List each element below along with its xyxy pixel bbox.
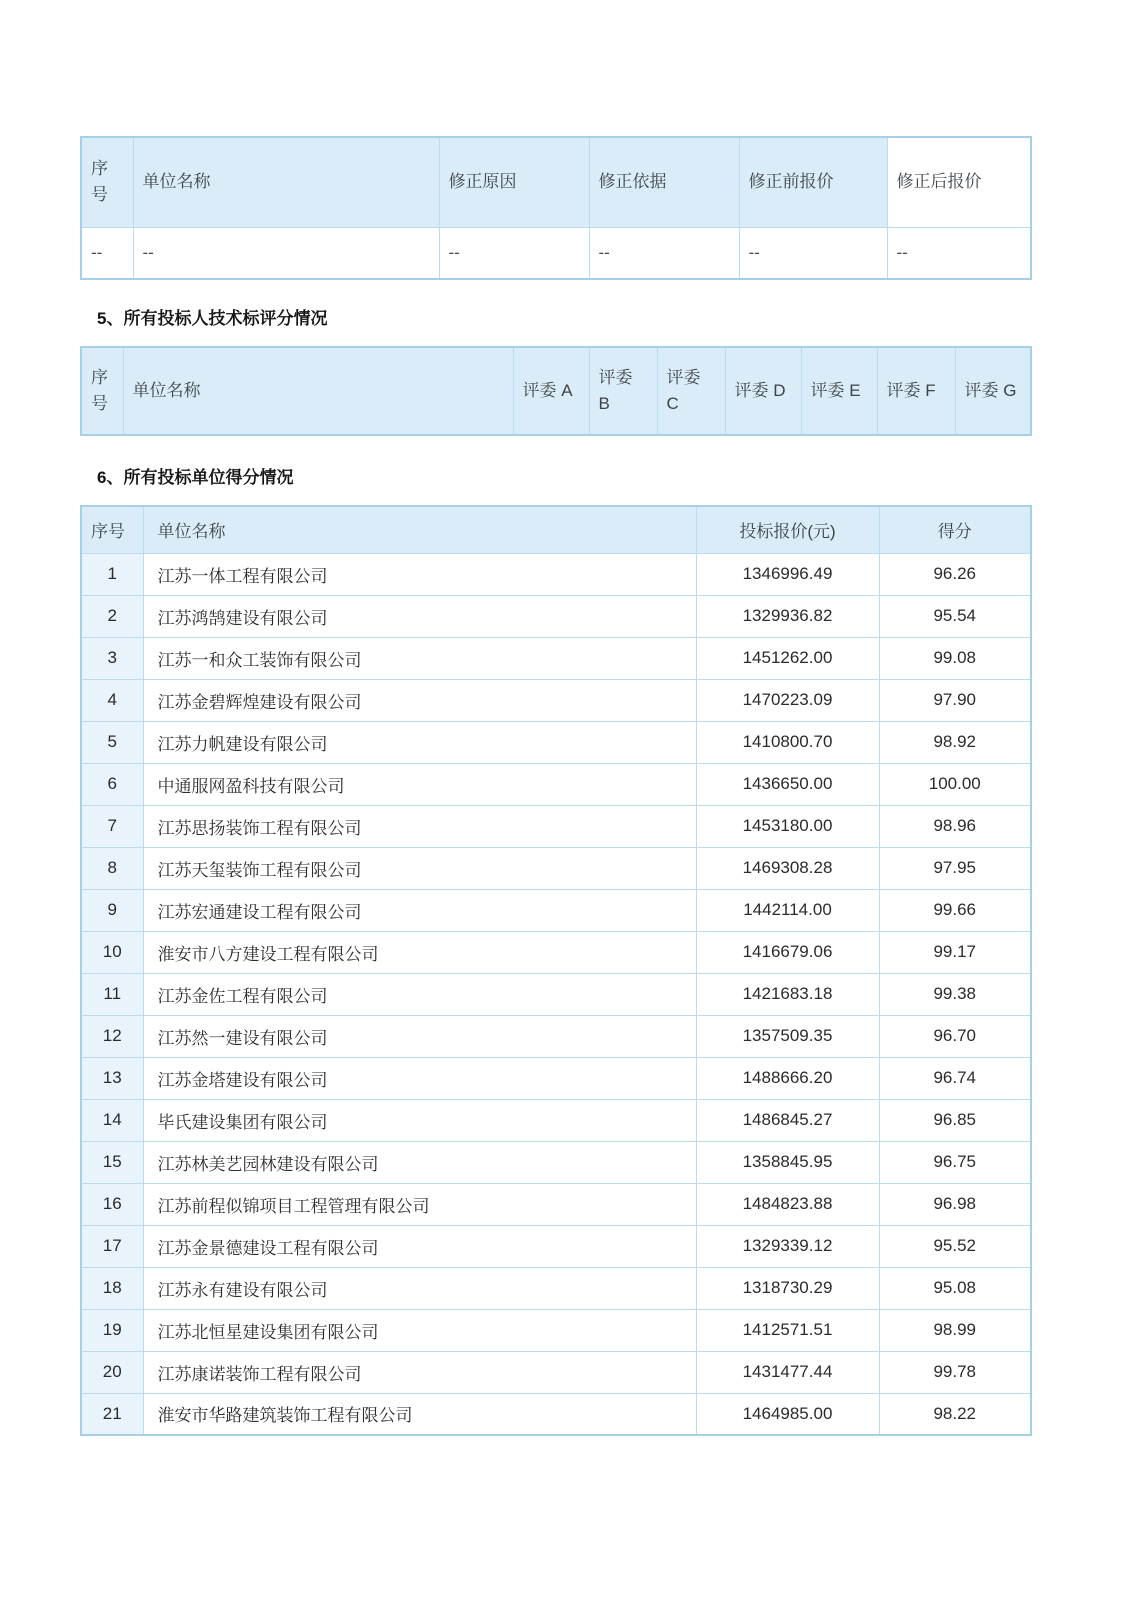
table-cell: 96.75 [879,1141,1031,1183]
table-cell: 99.08 [879,637,1031,679]
column-header: 序号 [81,137,133,227]
table-cell: 1436650.00 [696,763,879,805]
table-cell: 江苏天玺装饰工程有限公司 [143,847,696,889]
table-cell: 95.08 [879,1267,1031,1309]
table-cell: 96.70 [879,1015,1031,1057]
column-header: 评委 C [657,347,725,435]
technical-score-table [80,346,1032,436]
table-row [81,637,1031,679]
table-cell: 10 [81,931,143,973]
section6-title: 6、所有投标单位得分情况 [97,468,294,487]
table-cell: 1416679.06 [696,931,879,973]
table-cell: 1 [81,553,143,595]
table-cell: 1453180.00 [696,805,879,847]
table-cell: 100.00 [879,763,1031,805]
table-cell: 江苏鸿鹄建设有限公司 [143,595,696,637]
table-row [81,1141,1031,1183]
price-correction-table [80,136,1032,280]
table-cell: -- [81,227,133,279]
column-header: 评委 G [955,347,1031,435]
table-cell: 7 [81,805,143,847]
table-cell: 97.95 [879,847,1031,889]
table-cell: 1431477.44 [696,1351,879,1393]
column-header: 单位名称 [133,137,439,227]
table-cell: 1329936.82 [696,595,879,637]
table-cell: 毕氏建设集团有限公司 [143,1099,696,1141]
table-cell: 14 [81,1099,143,1141]
column-header: 单位名称 [143,506,696,553]
table-cell: 21 [81,1393,143,1435]
table-cell: 9 [81,889,143,931]
column-header: 评委 D [725,347,801,435]
table-cell: -- [739,227,887,279]
table-cell: 1488666.20 [696,1057,879,1099]
table-cell: 99.66 [879,889,1031,931]
table-row [81,931,1031,973]
table-row [81,889,1031,931]
table-cell: 江苏然一建设有限公司 [143,1015,696,1057]
table-cell: 96.98 [879,1183,1031,1225]
table-row [81,721,1031,763]
table-cell: 97.90 [879,679,1031,721]
table-cell: 98.22 [879,1393,1031,1435]
column-header: 评委 F [877,347,955,435]
table-cell: 2 [81,595,143,637]
table-cell: 99.17 [879,931,1031,973]
table-cell: 95.54 [879,595,1031,637]
table-cell: 1451262.00 [696,637,879,679]
table-cell: 20 [81,1351,143,1393]
table-cell: -- [133,227,439,279]
table-cell: 淮安市八方建设工程有限公司 [143,931,696,973]
column-header: 序号 [81,347,123,435]
table-cell: 江苏永有建设有限公司 [143,1267,696,1309]
table-cell: 江苏一和众工装饰有限公司 [143,637,696,679]
table-row [81,763,1031,805]
table-cell: 95.52 [879,1225,1031,1267]
table-cell: 19 [81,1309,143,1351]
table-cell: 江苏一体工程有限公司 [143,553,696,595]
table-cell: 18 [81,1267,143,1309]
header-row [81,137,1031,227]
column-header: 评委 E [801,347,877,435]
table-cell: 1470223.09 [696,679,879,721]
table-cell: 江苏金景德建设工程有限公司 [143,1225,696,1267]
table-cell: 96.85 [879,1099,1031,1141]
column-header: 投标报价(元) [696,506,879,553]
table-cell: 15 [81,1141,143,1183]
bidder-score-table-header [81,506,1031,553]
table-cell: 1318730.29 [696,1267,879,1309]
table-cell: 99.38 [879,973,1031,1015]
table-cell: 98.99 [879,1309,1031,1351]
column-header: 修正后报价 [887,137,1031,227]
table-cell: 96.74 [879,1057,1031,1099]
table-cell: -- [589,227,739,279]
table-row [81,595,1031,637]
table-cell: 中通服网盈科技有限公司 [143,763,696,805]
column-header: 修正依据 [589,137,739,227]
table-cell: 5 [81,721,143,763]
table-cell: 98.96 [879,805,1031,847]
table-cell: 4 [81,679,143,721]
table-cell: 江苏宏通建设工程有限公司 [143,889,696,931]
table-row [81,227,1031,279]
column-header: 序号 [81,506,143,553]
table-cell: 江苏前程似锦项目工程管理有限公司 [143,1183,696,1225]
table-cell: 江苏林美艺园林建设有限公司 [143,1141,696,1183]
table-row [81,1309,1031,1351]
table-cell: 8 [81,847,143,889]
table-cell: -- [887,227,1031,279]
header-row [81,347,1031,435]
table-cell: 江苏金塔建设有限公司 [143,1057,696,1099]
table-row [81,679,1031,721]
column-header: 评委 B [589,347,657,435]
table-cell: -- [439,227,589,279]
table-row [81,1351,1031,1393]
table-row [81,1057,1031,1099]
table-cell: 1410800.70 [696,721,879,763]
table-cell: 96.26 [879,553,1031,595]
table-cell: 12 [81,1015,143,1057]
table-cell: 17 [81,1225,143,1267]
table-cell: 江苏北恒星建设集团有限公司 [143,1309,696,1351]
table-row [81,1393,1031,1435]
table-row [81,805,1031,847]
table-cell: 淮安市华路建筑装饰工程有限公司 [143,1393,696,1435]
column-header: 得分 [879,506,1031,553]
table-cell: 1486845.27 [696,1099,879,1141]
table-row [81,1267,1031,1309]
table-cell: 1329339.12 [696,1225,879,1267]
table-row [81,1183,1031,1225]
table-cell: 江苏金佐工程有限公司 [143,973,696,1015]
column-header: 修正前报价 [739,137,887,227]
price-correction-table-header [81,137,1031,227]
table-cell: 1464985.00 [696,1393,879,1435]
table-cell: 1357509.35 [696,1015,879,1057]
bidder-score-table [80,505,1032,1436]
table-cell: 江苏力帆建设有限公司 [143,721,696,763]
technical-score-table-header [81,347,1031,435]
header-row [81,506,1031,553]
table-cell: 江苏金碧辉煌建设有限公司 [143,679,696,721]
table-cell: 16 [81,1183,143,1225]
table-cell: 江苏康诺装饰工程有限公司 [143,1351,696,1393]
table-cell: 1346996.49 [696,553,879,595]
table-cell: 6 [81,763,143,805]
column-header: 单位名称 [123,347,513,435]
table-cell: 1412571.51 [696,1309,879,1351]
table-cell: 1469308.28 [696,847,879,889]
table-cell: 3 [81,637,143,679]
table-row [81,1015,1031,1057]
table-row [81,847,1031,889]
table-cell: 1358845.95 [696,1141,879,1183]
table-cell: 1442114.00 [696,889,879,931]
table-row [81,1099,1031,1141]
table-row [81,973,1031,1015]
bidder-score-table-body [81,553,1031,1435]
table-row [81,1225,1031,1267]
table-row [81,553,1031,595]
column-header: 评委 A [513,347,589,435]
table-cell: 1484823.88 [696,1183,879,1225]
price-correction-table-body [81,227,1031,279]
table-cell: 11 [81,973,143,1015]
table-cell: 99.78 [879,1351,1031,1393]
section5-title: 5、所有投标人技术标评分情况 [97,309,328,328]
table-cell: 13 [81,1057,143,1099]
column-header: 修正原因 [439,137,589,227]
table-cell: 1421683.18 [696,973,879,1015]
table-cell: 98.92 [879,721,1031,763]
table-cell: 江苏思扬装饰工程有限公司 [143,805,696,847]
